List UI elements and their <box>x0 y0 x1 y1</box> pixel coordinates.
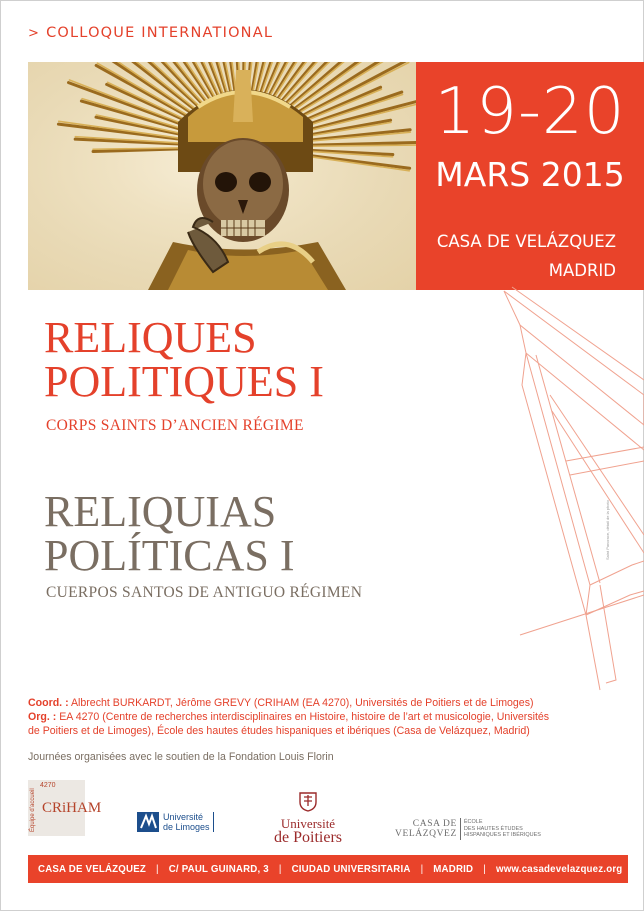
casa-desc2: DES HAUTES ÉTUDES <box>463 825 523 832</box>
date-panel <box>416 62 644 290</box>
title-french-line2: POLITIQUES I <box>44 357 324 406</box>
event-venue <box>437 227 616 285</box>
sponsor-note: Journées organisées avec le soutien de la Fondation Louis Florin <box>28 751 334 763</box>
photo-credit: Saint Pancrace, détail de la photo <box>605 500 610 560</box>
kicker-label: COLLOQUE INTERNATIONAL <box>46 25 274 41</box>
title-spanish-line2: POLÍTICAS I <box>44 531 295 580</box>
criham-logo <box>28 780 102 836</box>
event-month: MARS 2015 <box>435 155 625 194</box>
footer-separator: | <box>156 863 159 875</box>
coord-label: Coord. : <box>28 697 69 709</box>
poitiers-line1: Université <box>280 816 336 831</box>
reliquary-photo <box>28 62 416 290</box>
venue-name: CASA DE VELÁZQUEZ <box>436 232 616 251</box>
casa-line2: VELÁZQVEZ <box>395 829 457 839</box>
org-label: Org. : <box>28 711 57 724</box>
coord-text: Albrecht BURKARDT, Jérôme GREVY (CRIHAM (EA 4270), Universités de Poitiers et de Limoges) <box>70 697 534 709</box>
crest-icon <box>297 790 319 812</box>
casa-description <box>464 819 541 839</box>
limoges-line2: de Limoges <box>163 822 210 832</box>
title-spanish <box>44 487 295 580</box>
footer-institution: CASA DE VELÁZQUEZ <box>38 863 146 875</box>
footer-city: MADRID <box>433 863 474 875</box>
arrow-right-icon: > <box>28 26 41 41</box>
coord-line <box>28 696 628 710</box>
title-spanish-line1: RELIQUIAS <box>44 487 277 536</box>
criham-name: CRiHAM <box>42 800 102 816</box>
footer-street: C/ PAUL GUINARD, 3 <box>168 863 269 875</box>
title-french-line1: RELIQUES <box>44 313 257 362</box>
casa-desc3: HISPANIQUES ET IBÉRIQUES <box>463 832 541 839</box>
venue-city: MADRID <box>548 261 616 280</box>
casa-divider <box>460 818 461 840</box>
footer-bar <box>28 855 628 883</box>
footer-separator: | <box>278 863 282 875</box>
footer-website-link[interactable]: www.casadevelazquez.org <box>495 863 623 875</box>
limoges-line1: Université <box>163 812 204 822</box>
footer-campus: CIUDAD UNIVERSITARIA <box>291 863 411 875</box>
footer-separator: | <box>483 863 486 875</box>
criham-vertical-label: Équipe d’accueil <box>30 788 36 832</box>
event-kicker <box>28 25 273 41</box>
limoges-text <box>163 812 214 832</box>
org-line <box>28 710 628 724</box>
event-days: 19-20 <box>434 75 626 149</box>
organizer-credits <box>28 696 628 739</box>
casa-name <box>395 819 457 839</box>
casa-line1: CASA DE <box>412 819 457 829</box>
limoges-logo <box>137 810 214 834</box>
subtitle-french: CORPS SAINTS D’ANCIEN RÉGIME <box>46 417 304 434</box>
casa-velazquez-logo <box>395 817 541 841</box>
criham-number: 4270 <box>40 782 56 789</box>
footer-separator: | <box>420 863 424 875</box>
poitiers-line2: de Poitiers <box>274 829 342 846</box>
skull-reliquary-image <box>28 62 416 290</box>
casa-desc1: ÉCOLE <box>463 818 483 825</box>
title-french <box>44 313 324 406</box>
poitiers-logo <box>268 790 348 846</box>
limoges-mark-icon <box>137 810 161 834</box>
org-line-2: de Poitiers et de Limoges), École des hautes études hispaniques et ibériques (Casa de Velázquez, Madrid) <box>28 725 530 738</box>
subtitle-spanish: CUERPOS SANTOS DE ANTIGUO RÉGIMEN <box>46 584 363 601</box>
org-text-1: EA 4270 (Centre de recherches interdisciplinaires en Histoire, histoire de l’art et musicologie, Universités <box>59 711 550 724</box>
